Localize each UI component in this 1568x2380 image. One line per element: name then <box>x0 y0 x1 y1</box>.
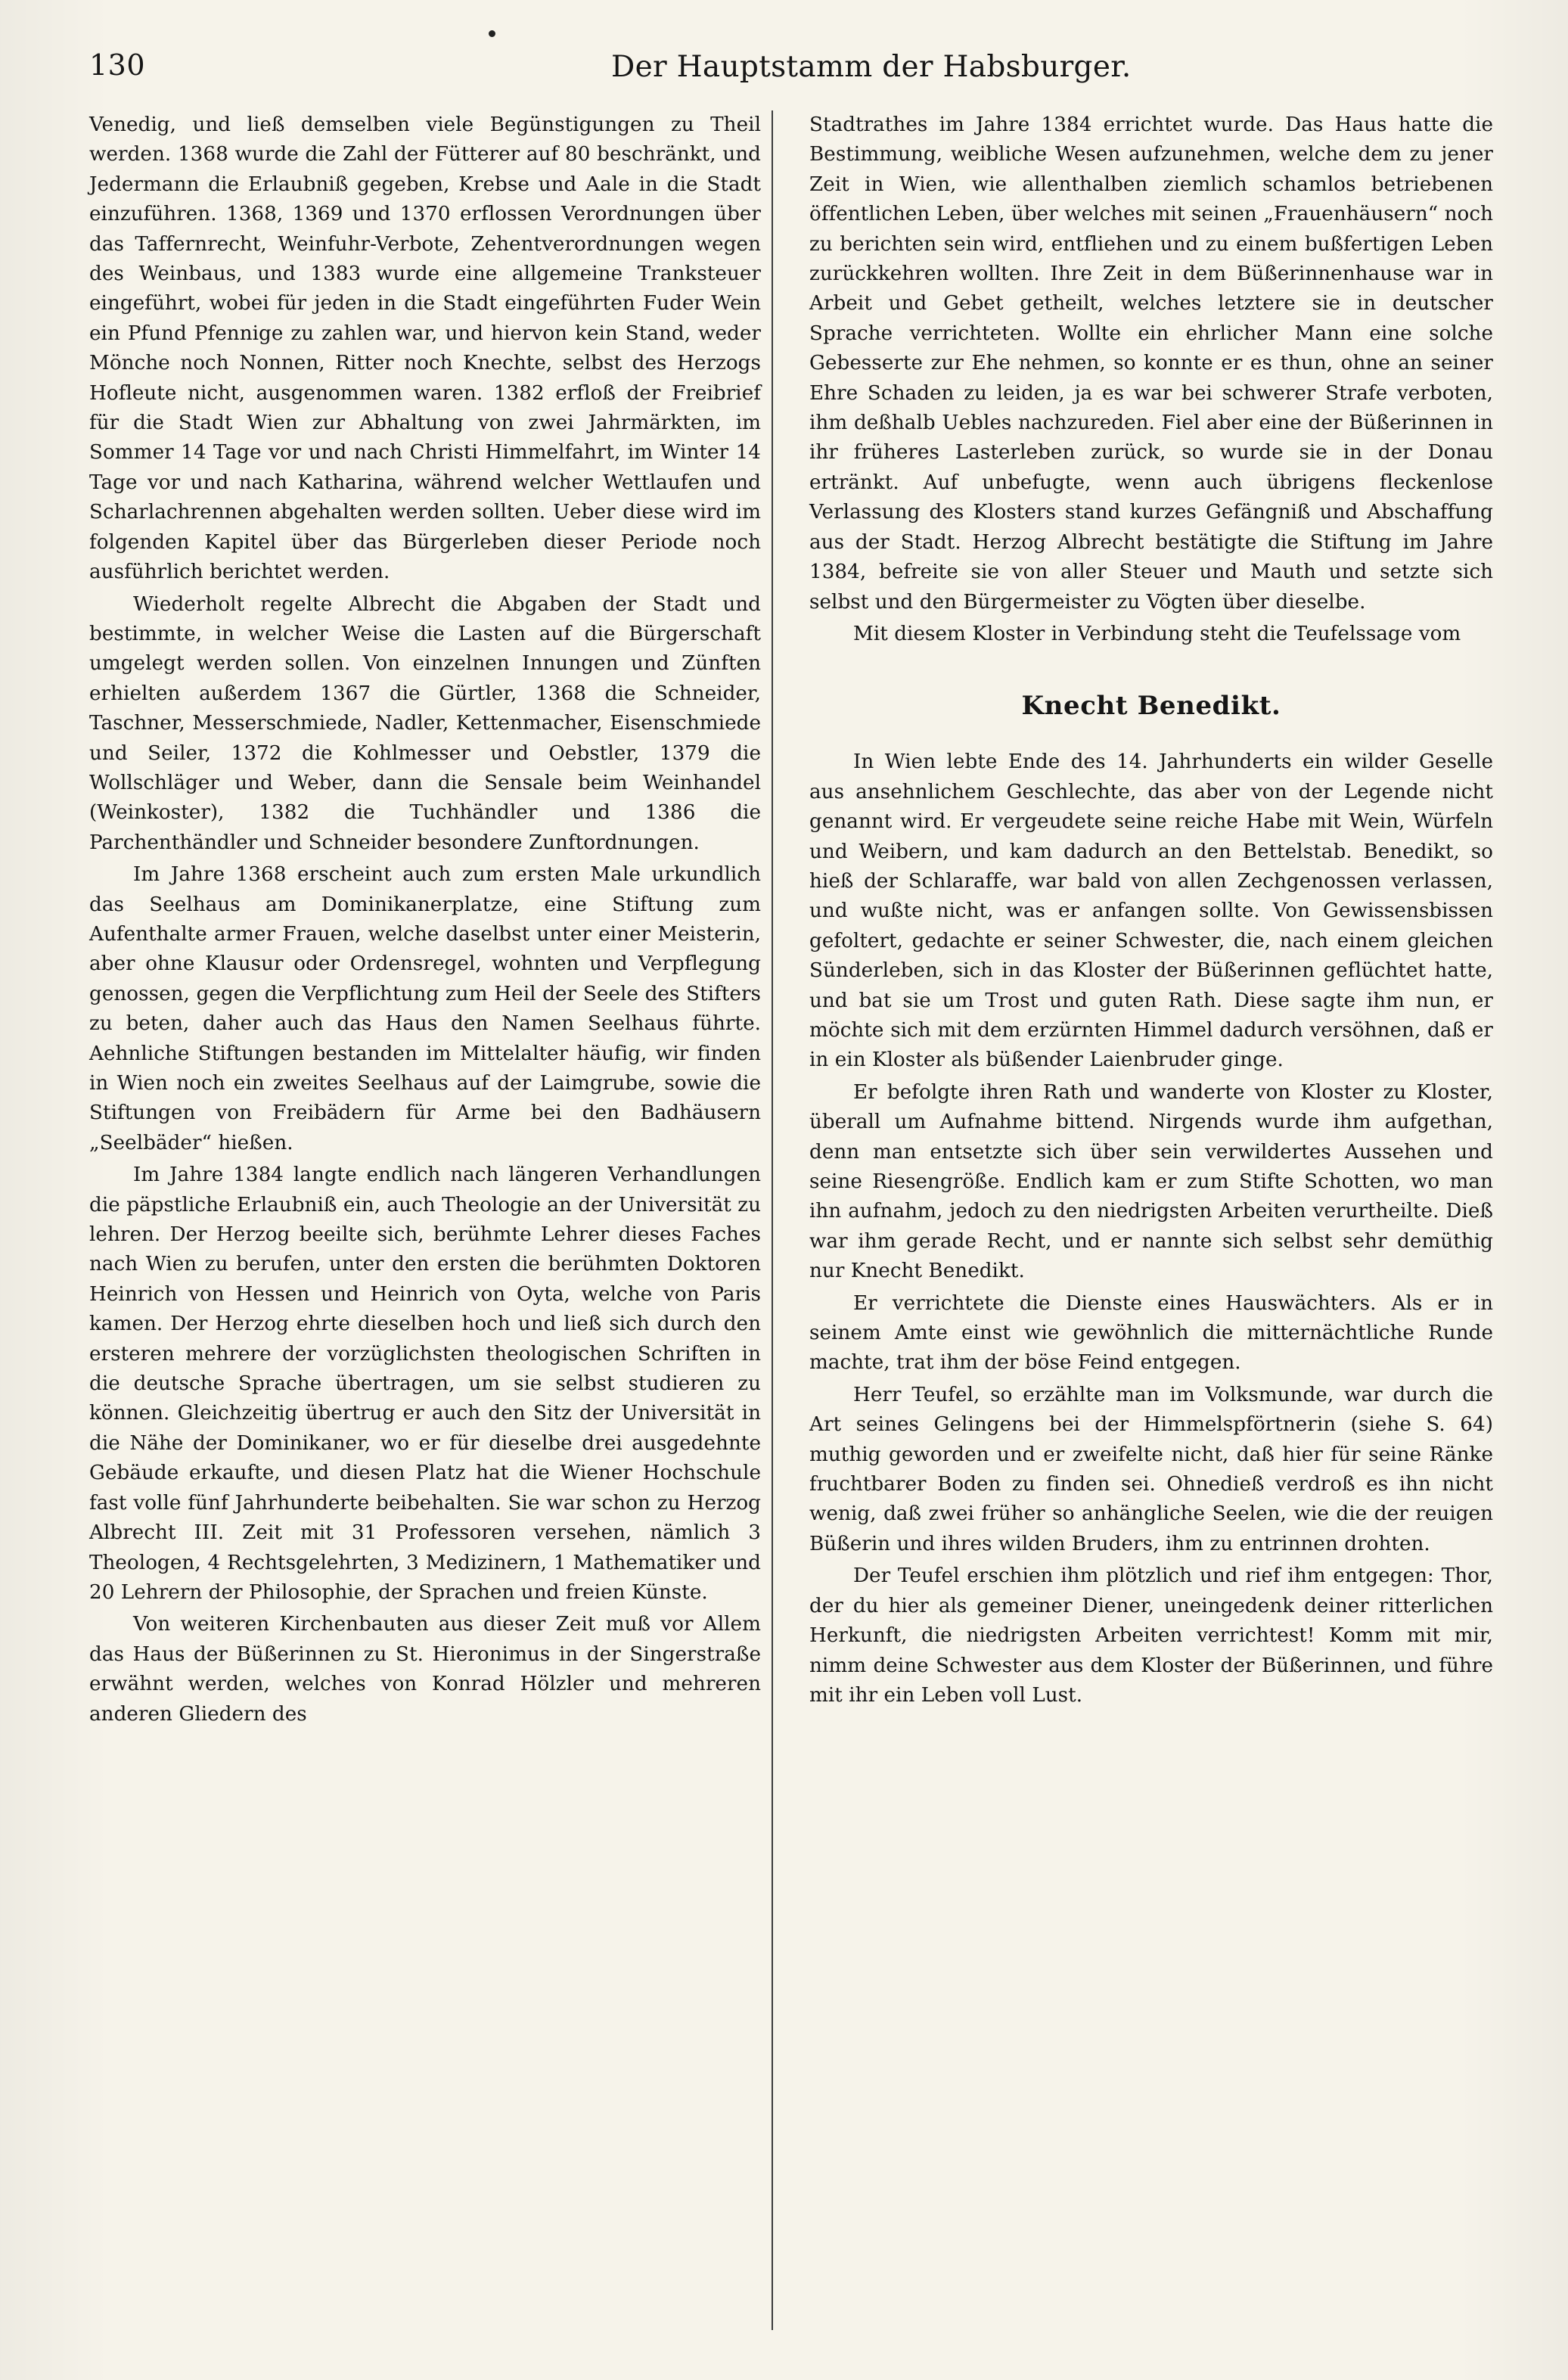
left-column <box>89 110 773 2330</box>
left-paragraph-4: Im Jahre 1384 langte endlich nach längeren Verhandlungen die päpstliche Erlaubniß ein, auch Theologie an der Universität zu lehren. Der Herzog beeilte sich, berühmte Lehrer dieses Faches nach Wien zu berufen, unter den ersten die berühmten Doktoren Heinrich von Hessen und Heinrich von Oyta, welche von Paris kamen. Der Herzog ehrte dieselben hoch und ließ sich durch den ersteren mehrere der vorzüglichsten theologischen Schriften in die deutsche Sprache übertragen, um sie selbst studieren zu können. Gleichzeitig übertrug er auch den Sitz der Universität in die Nähe der Dominikaner, wo er für dieselbe drei ausgedehnte Gebäude erkaufte, und diesen Platz hat die Wiener Hochschule fast volle fünf Jahrhunderte beibehalten. Sie war schon zu Herzog Albrecht III. Zeit mit 31 Professoren versehen, nämlich 3 Theologen, 4 Rechtsgelehrten, 3 Medizinern, 1 Mathematiker und 20 Lehrern der Philosophie, der Sprachen und freien Künste. <box>89 1164 761 1604</box>
right-column <box>809 110 1493 2330</box>
left-paragraph-3: Im Jahre 1368 erscheint auch zum ersten Male urkundlich das Seelhaus am Dominikanerplatze, eine Stiftung zum Aufenthalte armer Frauen, welche daselbst unter einer Meisterin, aber ohne Klausur oder Ordensregel, wohnten und Verpflegung genossen, gegen die Verpflichtung zum Heil der Seele des Stifters zu beten, daher auch das Haus den Namen Seelhaus führte. Aehnliche Stiftungen bestanden im Mittelalter häufig, wir finden in Wien noch ein zweites Seelhaus auf der Laimgrube, sowie die Stiftungen von Freibädern für Arme bei den Badhäusern „Seelbäder“ hießen. <box>89 863 761 1154</box>
right-paragraph-2: Mit diesem Kloster in Verbindung steht die Teufelssage vom <box>853 622 1461 645</box>
running-title: Der Hauptstamm der Habsburger. <box>611 50 1132 84</box>
page-number: 130 <box>89 48 146 82</box>
left-paragraph-2: Wiederholt regelte Albrecht die Abgaben der Stadt und bestimmte, in welcher Weise die Lasten auf die Bürgerschaft umgelegt werden sollen. Von einzelnen Innungen und Zünften erhielten außerdem 1367 die Gürtler, 1368 die Schneider, Taschner, Messerschmiede, Nadler, Kettenmacher, Eisenschmiede und Seiler, 1372 die Kohlmesser und Oebstler, 1379 die Wollschläger und Weber, dann die Sensale beim Weinhandel (Weinkoster), 1382 die Tuchhändler und 1386 die Parchenthändler und Schneider besondere Zunftordnungen. <box>89 592 761 854</box>
story-paragraph-4: Herr Teufel, so erzählte man im Volksmunde, war durch die Art seines Gelingens bei der Himmelspförtnerin (siehe S. 64) muthig geworden und er zweifelte nicht, daß hier für seine Ränke fruchtbarer Boden zu finden sei. Ohnedieß verdroß es ihn nicht wenig, daß zwei früher so anhängliche Seelen, wie die der reuigen Büßerin und ihres wilden Bruders, ihm zu entrinnen drohten. <box>809 1383 1493 1555</box>
section-title: Knecht Benedikt. <box>1021 691 1281 722</box>
right-paragraph-1: Stadtrathes im Jahre 1384 errichtet wurde. Das Haus hatte die Bestimmung, weibliche Wesen aufzunehmen, welche dem zu jener Zeit in Wien, wie allenthalben ziemlich schamlos betriebenen öffentlichen Leben, über welches mit seinen „Frauenhäusern“ noch zu berichten sein wird, entfliehen und zu einem bußfertigen Leben zurückkehren wollten. Ihre Zeit in dem Büßerinnenhause war in Arbeit und Gebet getheilt, welches letztere sie in deutscher Sprache verrichteten. Wollte ein ehrlicher Mann eine solche Gebesserte zur Ehe nehmen, so konnte er es thun, ohne an seiner Ehre Schaden zu leiden, ja es war bei schwerer Strafe verboten, ihm deßhalb Uebles nachzureden. Fiel aber eine der Büßerinnen in ihr früheres Lasterleben zurück, so wurde sie in der Donau ertränkt. Auf unbefugte, wenn auch übrigens fleckenlose Verlassung des Klosters stand kurzes Gefängniß und Abschaffung aus der Stadt. Herzog Albrecht bestätigte die Stiftung im Jahre 1384, befreite sie von aller Steuer und Mauth und setzte sich selbst und den Bürgermeister zu Vögten über dieselbe. <box>809 113 1493 614</box>
story-paragraph-5: Der Teufel erschien ihm plötzlich und rief ihm entgegen: Thor, der du hier als gemeiner Diener, uneingedenk deiner ritterlichen Herkunft, die niedrigsten Arbeiten verrichtest! Komm mit mir, nimm deine Schwester aus dem Kloster der Büßerinnen, und führe mit ihr ein Leben voll Lust. <box>809 1564 1493 1707</box>
page-header <box>89 44 1512 103</box>
story-paragraph-3: Er verrichtete die Dienste eines Hauswächters. Als er in seinem Amte einst wie gewöhnlich die mitternächtliche Runde machte, trat ihm der böse Feind entgegen. <box>809 1291 1493 1375</box>
ink-dot <box>489 30 495 37</box>
story-paragraph-2: Er befolgte ihren Rath und wanderte von Kloster zu Kloster, überall um Aufnahme bittend. Nirgends wurde ihm aufgethan, denn man entsetzte sich über sein verwildertes Aussehen und seine Riesengröße. Endlich kam er zum Stifte Schotten, wo man ihn aufnahm, jedoch zu den niedrigsten Arbeiten verurtheilte. Dieß war ihm gerade Recht, und er nannte sich selbst sehr demüthig nur Knecht Benedikt. <box>809 1080 1493 1283</box>
left-paragraph-1: Venedig, und ließ demselben viele Begünstigungen zu Theil werden. 1368 wurde die Zahl der Fütterer auf 80 beschränkt, und Jedermann die Erlaubniß gegeben, Krebse und Aale in die Stadt einzuführen. 1368, 1369 und 1370 erflossen Verordnungen über das Taffernrecht, Weinfuhr-Verbote, Zehentverordnungen wegen des Weinbaus, und 1383 wurde eine allgemeine Tranksteuer eingeführt, wobei für jeden in die Stadt eingeführten Fuder Wein ein Pfund Pfennige zu zahlen war, und hiervon kein Stand, weder Mönche noch Nonnen, Ritter noch Knechte, selbst des Herzogs Hofleute nicht, ausgenommen waren. 1382 erfloß der Freibrief für die Stadt Wien zur Abhaltung von zwei Jahrmärkten, im Sommer 14 Tage vor und nach Christi Himmelfahrt, im Winter 14 Tage vor und nach Katharina, während welcher Wettlaufen und Scharlachrennen abgehalten werden sollten. Ueber diese wird im folgenden Kapitel über das Bürgerleben dieser Periode noch ausführlich berichtet werden. <box>89 113 761 584</box>
left-paragraph-5: Von weiteren Kirchenbauten aus dieser Zeit muß vor Allem das Haus der Büßerinnen zu St. Hieronimus in der Singerstraße erwähnt werden, welches von Konrad Hölzler und mehreren anderen Gliedern des <box>89 1613 761 1726</box>
story-paragraph-1: In Wien lebte Ende des 14. Jahrhunderts ein wilder Geselle aus ansehnlichem Geschlechte, das aber von der Legende nicht genannt wird. Er vergeudete seine reiche Habe mit Wein, Würfeln und Weibern, und kam dadurch an den Bettelstab. Benedikt, so hieß der Schlaraffe, war bald von allen Zechgenossen verlassen, und wußte nicht, was er anfangen sollte. Von Gewissensbissen gefoltert, gedachte er seiner Schwester, die, nach einem gleichen Sünderleben, sich in das Kloster der Büßerinnen geflüchtet hatte, und bat sie um Trost und guten Rath. Diese sagte ihm nun, er möchte sich mit dem erzürnten Himmel dadurch versöhnen, daß er in ein Kloster als büßender Laienbruder ginge. <box>809 750 1493 1072</box>
two-column-text <box>89 110 1512 2330</box>
